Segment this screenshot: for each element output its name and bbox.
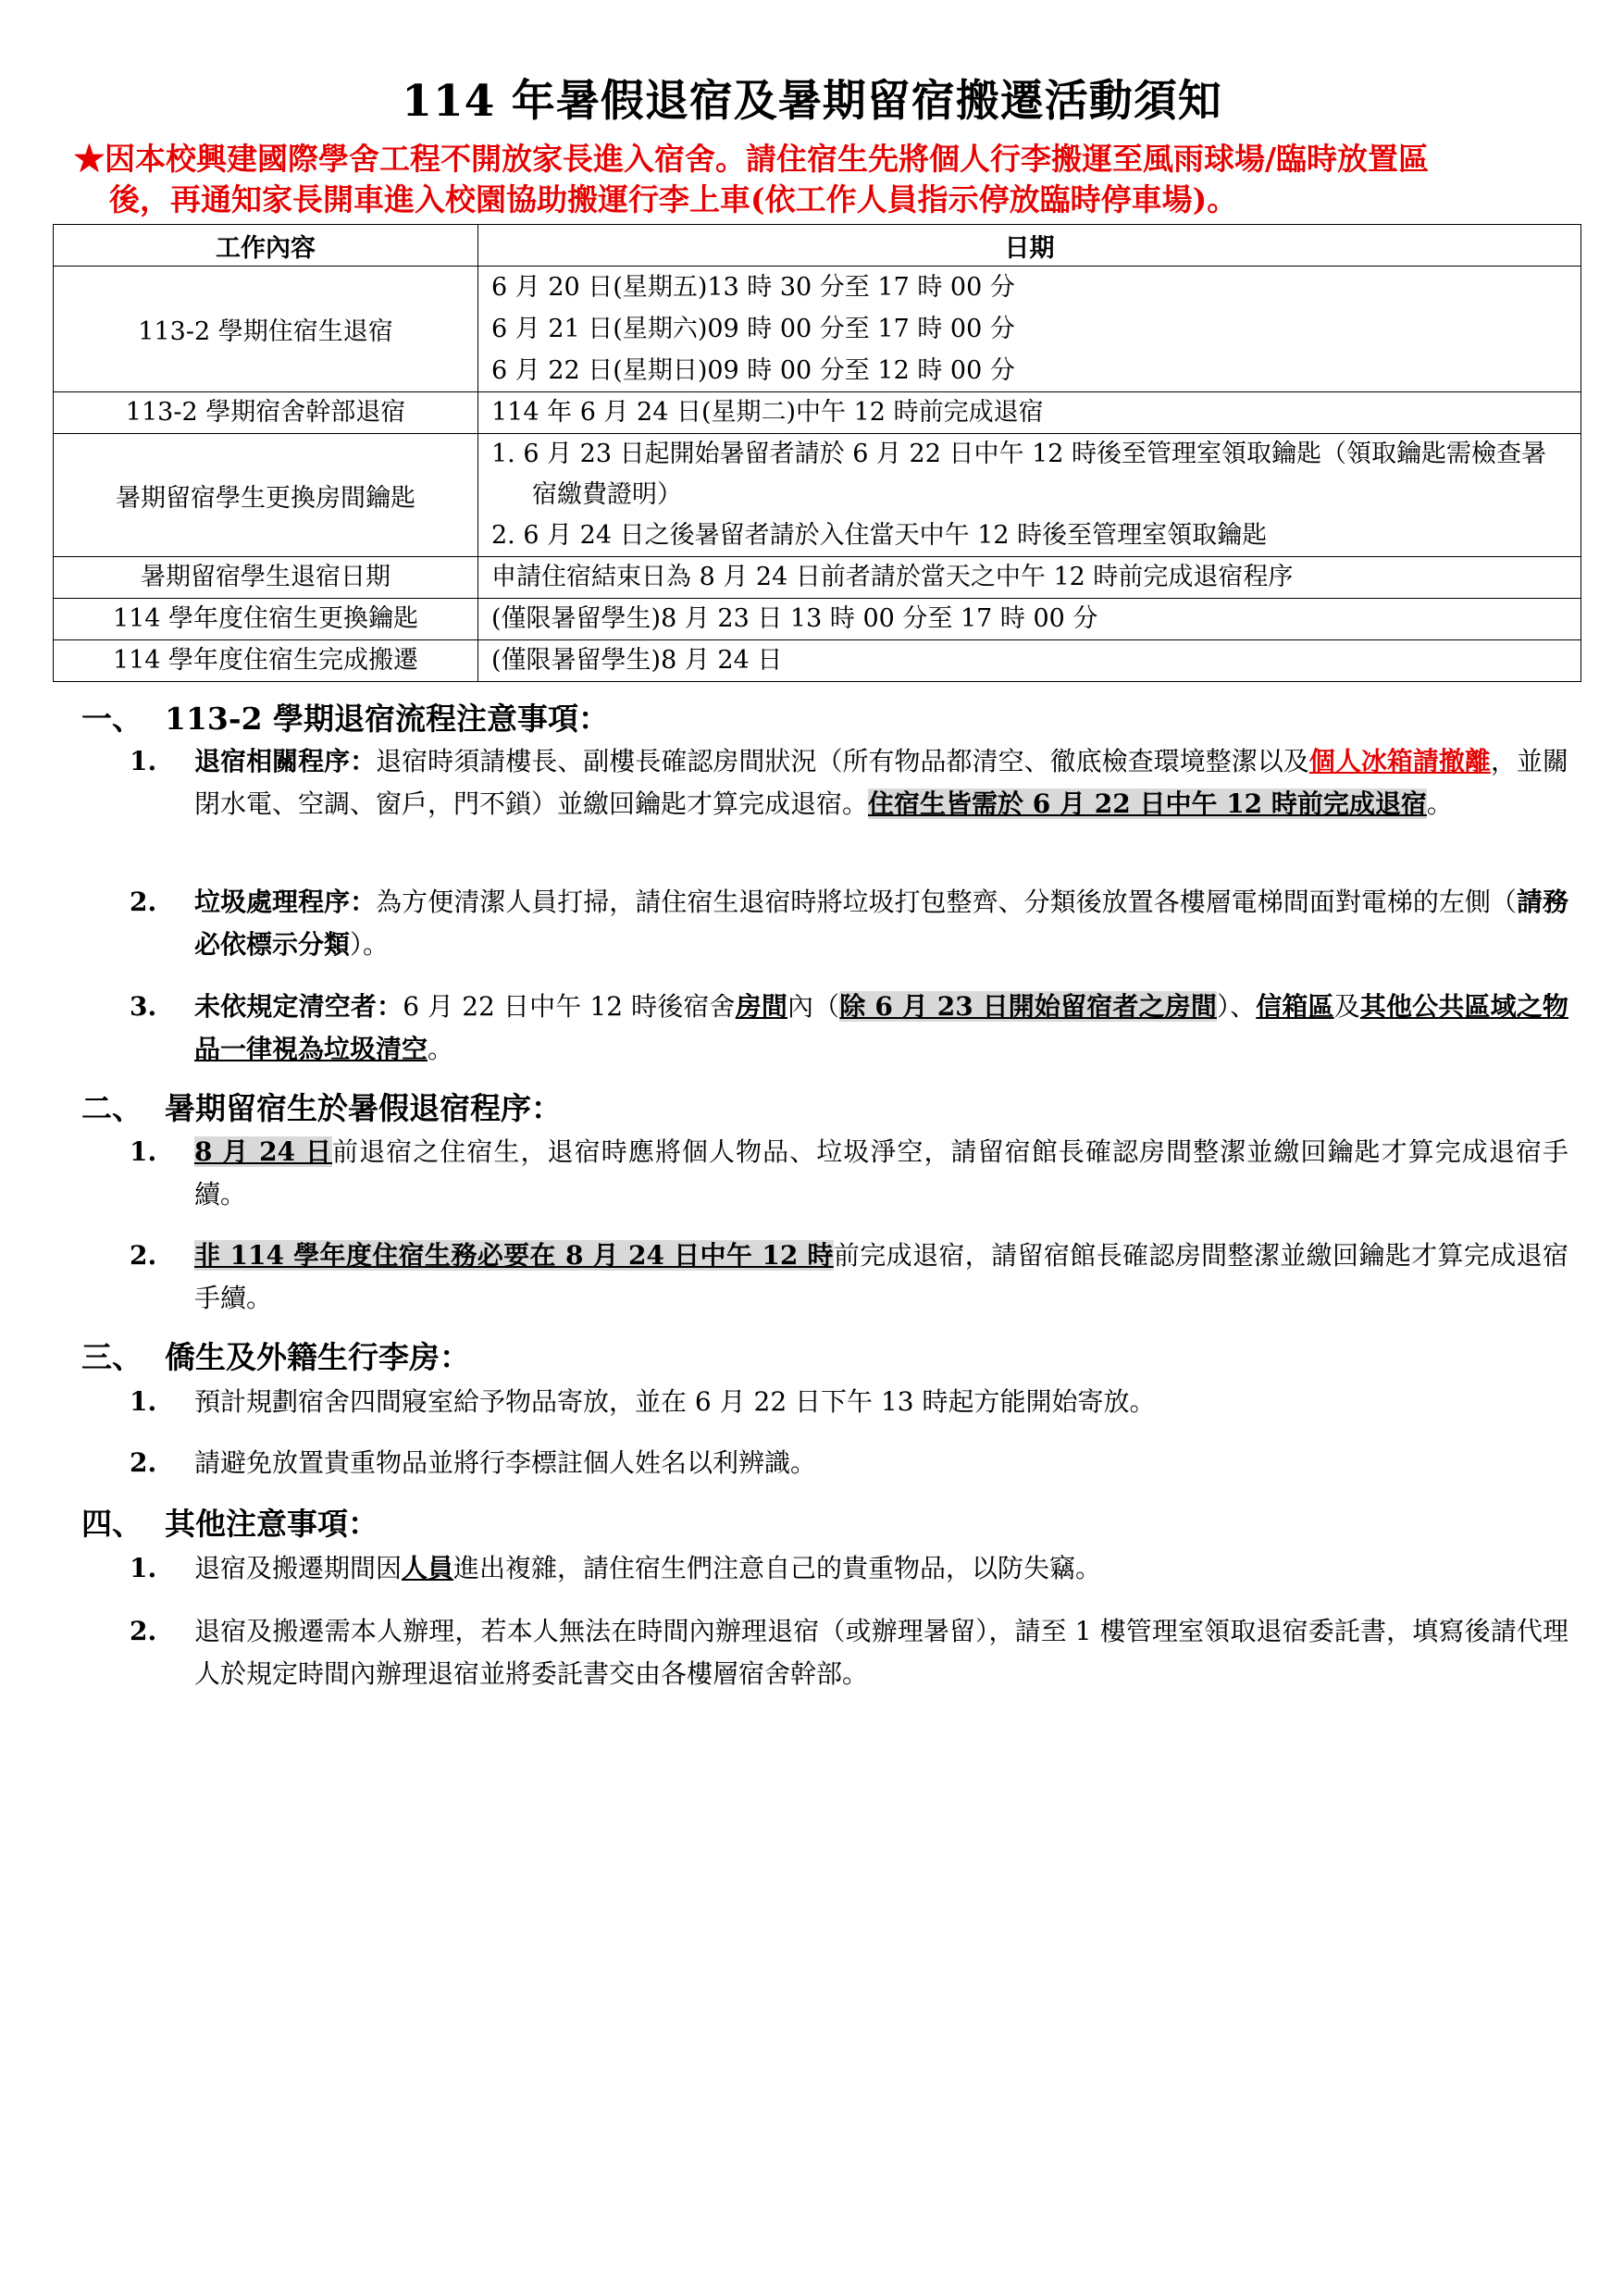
highlight-run: 非 114 學年度住宿生務必要在 8 月 24 日中午 12 時 — [194, 1240, 834, 1271]
item-number: 2. — [130, 1616, 157, 1646]
date-cell: (僅限暑留學生)8 月 23 日 13 時 00 分至 17 時 00 分 — [478, 599, 1581, 640]
bold-run: 請務必依標示分類 — [194, 887, 1568, 960]
item-number: 1. — [130, 746, 157, 776]
underline-run: 其他公共區域之物品一律視為垃圾清空 — [194, 991, 1568, 1064]
section-4-heading — [81, 1505, 378, 1544]
item-text — [194, 1547, 1568, 1590]
text-run: 前完成退宿，請留宿館長確認房間整潔並繳回鑰匙才算完成退宿手續。 — [194, 1240, 1568, 1313]
text-run: 退宿時須請樓長、副樓長確認房間狀況（所有物品都清空、徹底檢查環境整潔以及 — [376, 746, 1309, 776]
schedule-table — [53, 224, 1581, 682]
task-cell: 113-2 學期住宿生退宿 — [54, 267, 478, 392]
item-number: 1. — [130, 1136, 157, 1167]
section-number: 二、 — [81, 1090, 143, 1126]
text-run: ，並關閉水電、空調、窗戶，門不鎖）並繳回鑰匙才算完成退宿。 — [194, 746, 1568, 819]
section-title: 其他注意事項： — [165, 1506, 378, 1542]
item-label: 垃圾處理程序： — [194, 887, 377, 917]
section-3-item-1 — [130, 1381, 1568, 1423]
item-number: 2. — [130, 887, 157, 917]
text-run: 內（ — [787, 991, 840, 1022]
fridge-warning: 個人冰箱請撤離 — [1308, 746, 1491, 776]
item-label: 未依規定清空者： — [194, 991, 403, 1022]
text-run: 。 — [1426, 788, 1453, 819]
item-text — [194, 881, 1568, 966]
section-2-item-1 — [130, 1131, 1568, 1216]
section-4-item-2 — [130, 1610, 1568, 1695]
underline-run: 信箱區 — [1256, 991, 1334, 1022]
text-run: 進出複雜，請住宿生們注意自己的貴重物品，以防失竊。 — [453, 1553, 1102, 1583]
table-row — [54, 267, 1581, 392]
section-title: 113-2 學期退宿流程注意事項： — [165, 701, 610, 737]
table-header-row — [54, 225, 1581, 267]
section-title: 僑生及外籍生行李房： — [165, 1339, 470, 1375]
task-cell: 114 學年度住宿生完成搬遷 — [54, 640, 478, 682]
date-line: 6 月 21 日(星期六)09 時 00 分至 17 時 00 分 — [491, 315, 1015, 343]
date-line: 6 月 20 日(星期五)13 時 30 分至 17 時 00 分 — [491, 273, 1015, 302]
deadline-highlight: 住宿生皆需於 6 月 22 日中午 12 時前完成退宿 — [868, 788, 1427, 819]
highlight-run: 除 6 月 23 日開始留宿者之房間 — [839, 991, 1217, 1022]
date-cell: 申請住宿結束日為 8 月 24 日前者請於當天之中午 12 時前完成退宿程序 — [478, 557, 1581, 599]
section-number: 四、 — [81, 1506, 143, 1542]
section-1-item-3 — [130, 986, 1568, 1071]
notice-line-1: ★因本校興建國際學舍工程不開放家長進入宿舍。請住宿生先將個人行李搬運至風雨球場/臨時放置區 — [74, 141, 1430, 177]
item-text: 退宿及搬遷需本人辦理，若本人無法在時間內辦理退宿（或辦理暑留），請至 1 樓管理室領取退宿委託書，填寫後請代理人於規定時間內辦理退宿並將委託書交由各樓層宿舍幹部。 — [194, 1616, 1568, 1689]
red-notice — [74, 139, 1573, 220]
task-cell: 暑期留宿學生退宿日期 — [54, 557, 478, 599]
task-cell: 114 學年度住宿生更換鑰匙 — [54, 599, 478, 640]
section-1-item-2 — [130, 881, 1568, 966]
section-2-item-2 — [130, 1235, 1568, 1320]
text-run: ）。 — [350, 929, 390, 960]
header-date: 日期 — [478, 225, 1581, 267]
item-text: 請避免放置貴重物品並將行李標註個人姓名以利辨識。 — [194, 1447, 817, 1478]
task-cell: 113-2 學期宿舍幹部退宿 — [54, 392, 478, 434]
section-number: 一、 — [81, 701, 143, 737]
section-title: 暑期留宿生於暑假退宿程序： — [165, 1090, 562, 1126]
item-label: 退宿相關程序： — [194, 746, 377, 776]
date-line: 6 月 22 日(星期日)09 時 00 分至 12 時 00 分 — [491, 356, 1015, 385]
table-row — [54, 599, 1581, 640]
date-cell: 114 年 6 月 24 日(星期二)中午 12 時前完成退宿 — [478, 392, 1581, 434]
item-number: 1. — [130, 1386, 157, 1417]
text-run: 6 月 22 日中午 12 時後宿舍 — [403, 991, 736, 1022]
text-run: 前退宿之住宿生，退宿時應將個人物品、垃圾淨空，請留宿館長確認房間整潔並繳回鑰匙才算完成退宿手續。 — [194, 1136, 1568, 1210]
item-text — [194, 1235, 1568, 1320]
section-number: 三、 — [81, 1339, 143, 1375]
item-text — [194, 1131, 1568, 1216]
item-number: 2. — [130, 1447, 157, 1478]
notice-line-2: 後，再通知家長開車進入校園協助搬運行李上車(依工作人員指示停放臨時停車場)。 — [109, 181, 1238, 217]
section-1-item-1 — [130, 740, 1568, 825]
date-cell — [478, 434, 1581, 557]
section-4-item-1 — [130, 1547, 1568, 1590]
date-cell — [478, 267, 1581, 392]
item-number: 2. — [130, 1240, 157, 1271]
text-run: 退宿及搬遷期間因 — [194, 1553, 403, 1583]
date-cell: (僅限暑留學生)8 月 24 日 — [478, 640, 1581, 682]
header-task: 工作內容 — [54, 225, 478, 267]
text-run: 及 — [1333, 991, 1360, 1022]
section-3-heading — [81, 1338, 470, 1377]
underline-run: 人員 — [402, 1553, 454, 1583]
table-row — [54, 557, 1581, 599]
text-run: ）、 — [1216, 991, 1257, 1022]
text-run: 。 — [428, 1034, 454, 1064]
date-line: 1. 6 月 23 日起開始暑留者請於 6 月 22 日中午 12 時後至管理室領取鑰匙（領取鑰匙需檢查暑宿繳費證明） — [491, 440, 1547, 509]
table-row — [54, 392, 1581, 434]
item-text — [194, 740, 1568, 825]
section-3-item-2 — [130, 1442, 1568, 1484]
item-text: 預計規劃宿舍四間寢室給予物品寄放，並在 6 月 22 日下午 13 時起方能開始寄放。 — [194, 1386, 1156, 1417]
text-run: 為方便清潔人員打掃，請住宿生退宿時將垃圾打包整齊、分類後放置各樓層電梯間面對電梯的左側（ — [376, 887, 1517, 917]
section-2-heading — [81, 1089, 562, 1128]
underline-run: 房間 — [735, 991, 787, 1022]
item-number: 1. — [130, 1553, 157, 1583]
table-row — [54, 434, 1581, 557]
section-1-heading — [81, 700, 609, 738]
task-cell: 暑期留宿學生更換房間鑰匙 — [54, 434, 478, 557]
item-number: 3. — [130, 991, 157, 1022]
document-title: 114 年暑假退宿及暑期留宿搬遷活動須知 — [402, 76, 1222, 127]
table-row — [54, 640, 1581, 682]
date-line: 2. 6 月 24 日之後暑留者請於入住當天中午 12 時後至管理室領取鑰匙 — [491, 521, 1268, 550]
item-text — [194, 986, 1568, 1071]
highlight-run: 8 月 24 日 — [194, 1136, 333, 1167]
